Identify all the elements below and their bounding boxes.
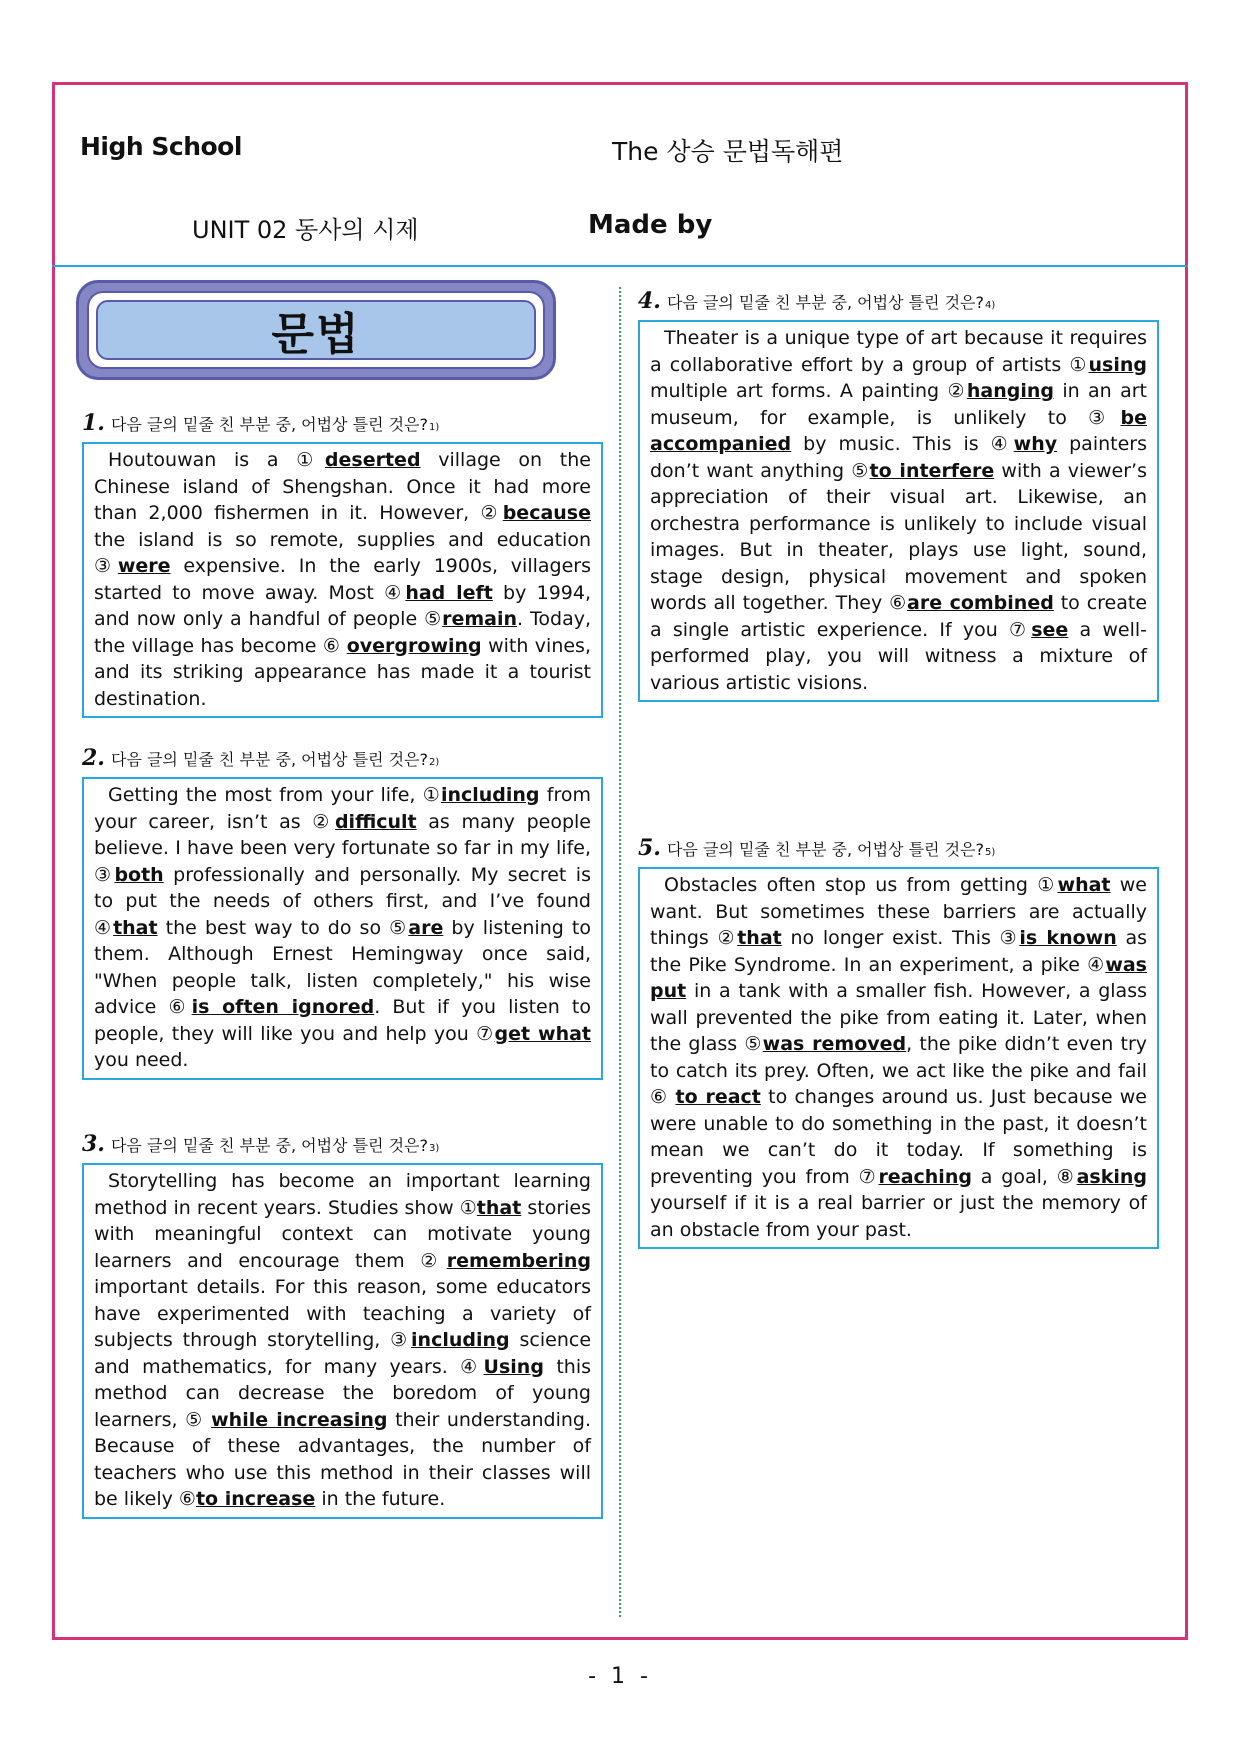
question-3 xyxy=(82,1131,603,1519)
underlined-choice: remembering xyxy=(446,1249,591,1272)
question-4 xyxy=(638,288,1159,702)
passage-text: Theater is a unique type of art because it requires a collaborative effort by a group of artists ①using multiple art forms. A painting ②hanging in an art museum, for example, is unlikely to ③be accompanied by music. This is ④why painters don’t want anything ⑤to interfere with a viewer’s appreciation of their visual art. Likewise, an orchestra performance is unlikely to include visual images. But in theater, plays use light, sound, stage design, physical movement and spoken words all together. They ⑥are combined to create a single artistic experience. If you ⑦see a well-performed play, you will witness a mixture of various artistic visions. xyxy=(650,327,1148,694)
passage-text: Storytelling has become an important learning method in recent years. Studies show ①that stories with meaningful context can motivate young learners and encourage them ②remembering important details. For this reason, some educators have experimented with teaching a variety of subjects through storytelling, ③including science and mathematics, for many years. ④Using this method can decrease the boredom of young learners, ⑤ while increasing their understanding. Because of these advantages, the number of teachers who use this method in their classes will be likely ⑥to increase in the future. xyxy=(94,1170,592,1510)
question-number: 5. xyxy=(638,835,661,861)
underlined-choice: that xyxy=(113,916,158,939)
underlined-choice: difficult xyxy=(334,810,417,833)
question-1 xyxy=(82,410,603,718)
underlined-choice: is known xyxy=(1019,927,1117,949)
underlined-choice: had left xyxy=(405,581,493,604)
question-number: 1. xyxy=(82,410,105,436)
underlined-choice: to react xyxy=(675,1086,761,1108)
underlined-choice: see xyxy=(1031,618,1069,641)
underlined-choice: to interfere xyxy=(869,459,995,482)
header-unit: UNIT 02 동사의 시제 xyxy=(192,216,419,244)
passage-text: Houtouwan is a ①deserted village on the Chinese island of Shengshan. Once it had more than 2,000 fishermen in it. However, ②because the island is so remote, supplies and education ③were expensive. In the early 1900s, villagers started to move away. Most ④had left by 1994, and now only a handful of people ⑤remain. Today, the village has become ⑥ overgrowing with vines, and its striking appearance has made it a tourist destination. xyxy=(94,449,592,710)
footnote-ref: 4) xyxy=(985,300,996,311)
underlined-choice: because xyxy=(502,502,591,524)
footnote-ref: 5) xyxy=(985,847,996,858)
underlined-choice: hanging xyxy=(966,380,1054,402)
underlined-choice: be accompanied xyxy=(650,406,1147,455)
footnote-ref: 1) xyxy=(429,422,440,433)
question-number: 4. xyxy=(638,288,661,314)
passage-box xyxy=(638,867,1159,1249)
question-5 xyxy=(638,835,1159,1249)
underlined-choice: that xyxy=(737,927,782,949)
question-prompt: 다음 글의 밑줄 친 부분 중, 어법상 틀린 것은? xyxy=(110,415,428,434)
underlined-choice: that xyxy=(476,1196,522,1219)
passage-box xyxy=(82,1163,603,1519)
question-number: 3. xyxy=(82,1131,105,1157)
question-header xyxy=(638,288,1159,314)
question-header xyxy=(82,1131,603,1157)
header-divider xyxy=(52,265,1188,267)
underlined-choice: including xyxy=(411,1329,510,1351)
page-number: - 1 - xyxy=(588,1664,652,1689)
underlined-choice: while increasing xyxy=(211,1408,388,1431)
underlined-choice: using xyxy=(1088,353,1147,376)
underlined-choice: Using xyxy=(483,1355,544,1378)
underlined-choice: were xyxy=(117,555,171,577)
question-prompt: 다음 글의 밑줄 친 부분 중, 어법상 틀린 것은? xyxy=(110,1136,428,1155)
question-header xyxy=(638,835,1159,861)
question-prompt: 다음 글의 밑줄 친 부분 중, 어법상 틀린 것은? xyxy=(110,750,428,769)
underlined-choice: what xyxy=(1057,874,1111,896)
underlined-choice: both xyxy=(114,863,164,886)
passage-box xyxy=(82,777,603,1080)
underlined-choice: including xyxy=(440,784,540,806)
underlined-choice: was removed xyxy=(762,1033,907,1055)
underlined-choice: deserted xyxy=(324,449,421,471)
passage-box xyxy=(638,320,1159,702)
footnote-ref: 3) xyxy=(429,1143,440,1154)
question-prompt: 다음 글의 밑줄 친 부분 중, 어법상 틀린 것은? xyxy=(666,293,984,312)
header-school: High School xyxy=(80,132,242,161)
underlined-choice: are xyxy=(408,916,444,939)
banner-title: 문법 xyxy=(271,309,361,360)
underlined-choice: why xyxy=(1013,433,1058,455)
footnote-ref: 2) xyxy=(429,757,440,768)
underlined-choice: remain xyxy=(442,608,517,630)
underlined-choice: to increase xyxy=(195,1488,316,1510)
question-header xyxy=(82,745,603,771)
underlined-choice: overgrowing xyxy=(346,634,482,657)
underlined-choice: get what xyxy=(494,1022,591,1045)
underlined-choice: was put xyxy=(650,953,1147,1002)
question-header xyxy=(82,410,603,436)
grammar-banner xyxy=(76,280,556,380)
question-number: 2. xyxy=(82,745,105,771)
passage-text: Obstacles often stop us from getting ①what we want. But sometimes these barriers are actually things ②that no longer exist. This ③is known as the Pike Syndrome. In an experiment, a pike ④was put in a tank with a smaller fish. However, a glass wall prevented the pike from eating it. Later, when the glass ⑤was removed, the pike didn’t even try to catch its prey. Often, we act like the pike and fail ⑥ to react to changes around us. Just because we were unable to do something in the past, it doesn’t mean we can’t do it today. If something is preventing you from ⑦reaching a goal, ⑧asking yourself if it is a real barrier or just the memory of an obstacle from your past. xyxy=(650,874,1148,1241)
passage-box xyxy=(82,442,603,718)
question-prompt: 다음 글의 밑줄 친 부분 중, 어법상 틀린 것은? xyxy=(666,840,984,859)
passage-text: Getting the most from your life, ①including from your career, isn’t as ②difficult as many people believe. I have been very fortunate so far in my life, ③both professionally and personally. My secret is to put the needs of others first, and I’ve found ④that the best way to do so ⑤are by listening to them. Although Ernest Hemingway once said, "When people talk, listen completely," his wise advice ⑥is often ignored. But if you listen to people, they will like you and help you ⑦get what you need. xyxy=(94,784,591,1071)
underlined-choice: is often ignored xyxy=(191,996,375,1018)
header-book-title: The 상승 문법독해편 xyxy=(612,137,844,166)
header-made-by: Made by xyxy=(588,210,713,240)
underlined-choice: asking xyxy=(1076,1165,1147,1188)
question-2 xyxy=(82,745,603,1080)
underlined-choice: reaching xyxy=(878,1165,972,1188)
column-divider xyxy=(619,287,621,1617)
underlined-choice: are combined xyxy=(907,592,1054,614)
